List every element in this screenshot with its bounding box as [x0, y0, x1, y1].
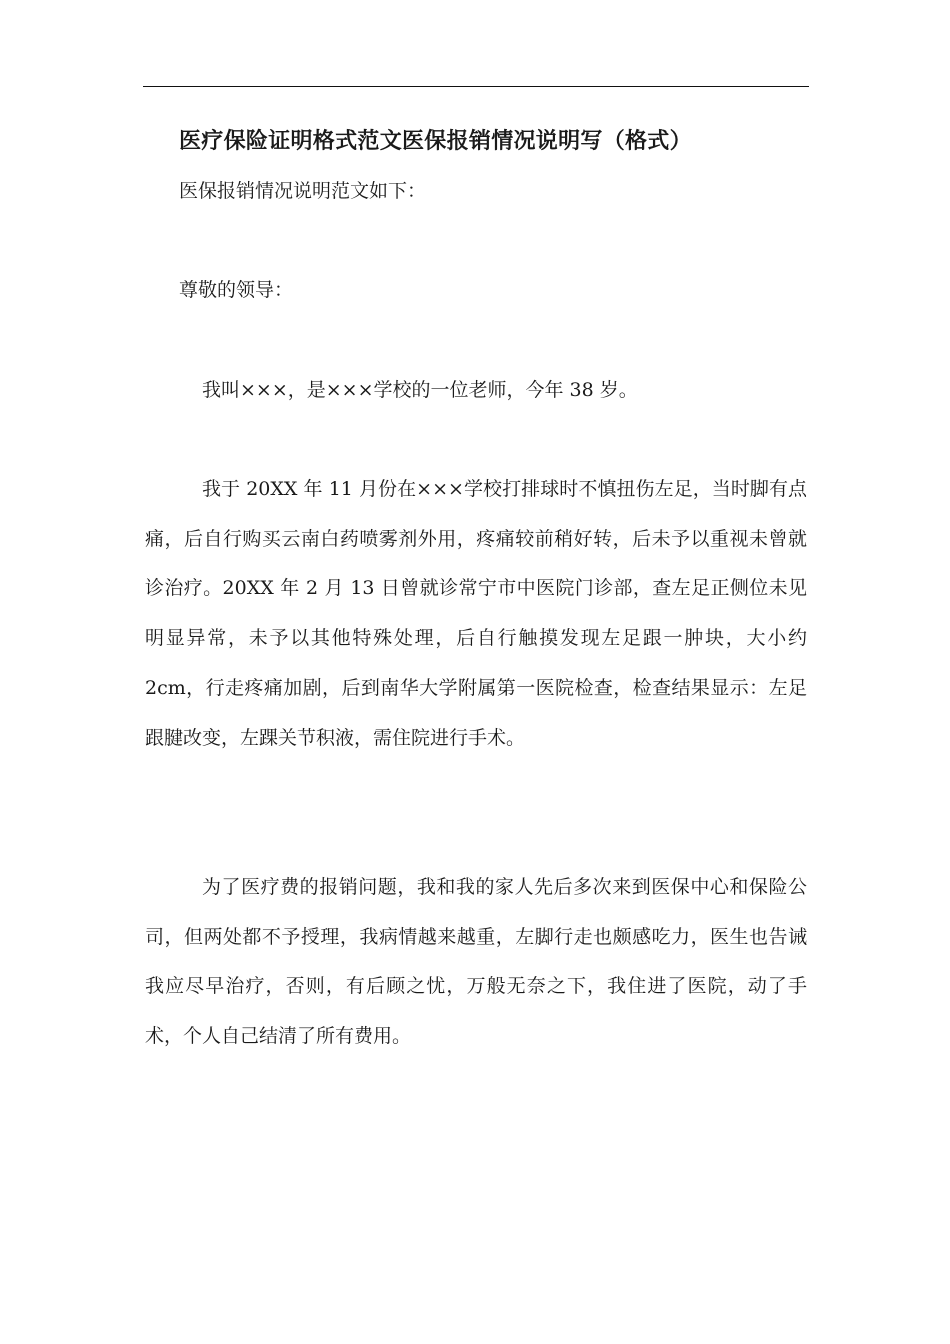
- paragraph-reimbursement-issue: 为了医疗费的报销问题，我和我的家人先后多次来到医保中心和保险公司，但两处都不予授理，我病情越来越重，左脚行走也颇感吃力，医生也告诫我应尽早治疗，否则，有后顾之忧，万般无奈之下，我住进了医院，动了手术，个人自己结清了所有费用。: [145, 876, 807, 1048]
- paragraph-injury-history: 我于 20XX 年 11 月份在×××学校打排球时不慎扭伤左足，当时脚有点痛，后自行购买云南白药喷雾剂外用，疼痛较前稍好转，后未予以重视未曾就诊治疗。20XX 年 2 月 13 日曾就诊常宁市中医院门诊部，查左足正侧位未见明显异常，未予以其他特殊处理，后自行触摸发现左足跟一肿块，大小约 2cm，行走疼痛加剧，后到南华大学附属第一医院检查，检查结果显示：左足跟腱改变，左踝关节积液，需住院进行手术。: [145, 478, 807, 749]
- paragraph-introduction: 我叫×××，是×××学校的一位老师，今年 38 岁。: [202, 379, 638, 401]
- document-title: 医疗保险证明格式范文医保报销情况说明写（格式）: [179, 128, 692, 154]
- header-rule: [143, 86, 809, 87]
- salutation: 尊敬的领导：: [179, 279, 294, 301]
- intro-line: 医保报销情况说明范文如下：: [179, 180, 427, 202]
